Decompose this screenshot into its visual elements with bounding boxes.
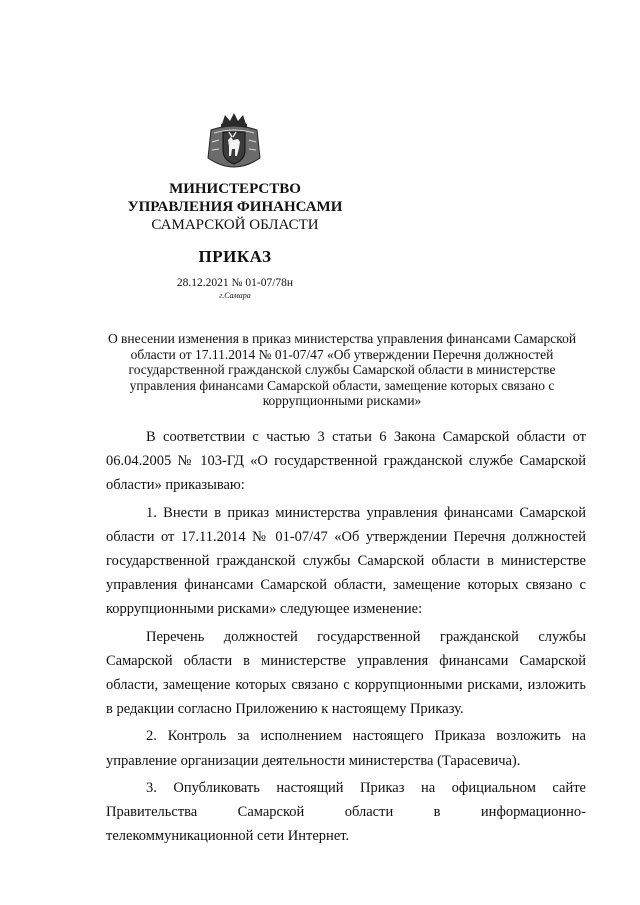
order-title: ПРИКАЗ bbox=[198, 247, 272, 266]
order-city: г.Самара bbox=[219, 291, 251, 300]
item-2-paragraph: 2. Контроль за исполнением настоящего Приказа возложить на управление организации деятельности министерства (Тарасевича). bbox=[106, 728, 586, 769]
order-date-number: 28.12.2021 № 01-07/78н bbox=[176, 277, 294, 289]
samara-coat-of-arms-icon bbox=[205, 112, 263, 176]
ministry-name-line1: МИНИСТЕРСТВО bbox=[169, 181, 301, 197]
ministry-name-line3: САМАРСКОЙ ОБЛАСТИ bbox=[151, 217, 319, 233]
item-1-detail-paragraph: Перечень должностей государственной гражданской службы Самарской области в министерстве управления финансами Самарской области, замещение которых связано с коррупционными рисками, изложить в редакции согласно Приложению к настоящему Приказу. bbox=[106, 628, 586, 718]
preamble-paragraph: В соответствии с частью 3 статьи 6 Закона Самарской области от 06.04.2005 № 103-ГД «О государственной гражданской службе Самарской области» приказываю: bbox=[106, 429, 586, 494]
order-subject: О внесении изменения в приказ министерства управления финансами Самарской области от 17.11.2014 № 01-07/47 «Об утверждении Перечня должностей государственной гражданской службы Самарской области в министерстве управления финансами Самарской области, замещение которых связано с коррупционными рисками» bbox=[107, 331, 577, 408]
order-body bbox=[106, 425, 586, 851]
item-3-paragraph: 3. Опубликовать настоящий Приказ на официальном сайте Правительства Самарской области в информационно-телекоммуникационной сети Интернет. bbox=[106, 779, 586, 845]
ministry-name-line2: УПРАВЛЕНИЯ ФИНАНСАМИ bbox=[127, 199, 343, 215]
item-1-paragraph: 1. Внести в приказ министерства управления финансами Самарской области от 17.11.2014 № 01-07/47 «Об утверждении Перечня должностей государственной гражданской службы Самарской области в министерстве управления финансами Самарской области, замещение которых связано с коррупционными рисками» следующее изменение: bbox=[106, 504, 586, 618]
